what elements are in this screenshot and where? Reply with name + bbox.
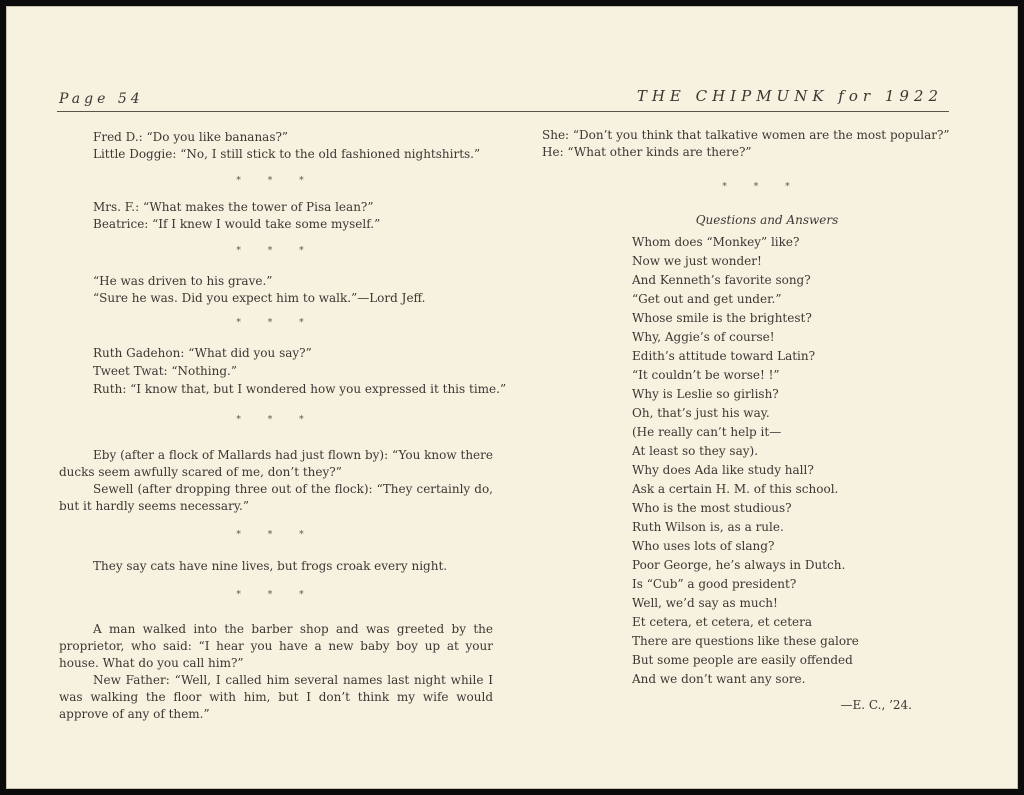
poem-line: Edith’s attitude toward Latin? <box>632 349 816 363</box>
joke-line: “Sure he was. Did you expect him to walk.”—Lord Jeff. <box>93 291 426 305</box>
section-separator: * * * <box>236 415 316 425</box>
section-separator: * * * <box>722 182 802 192</box>
poem-line: Whose smile is the brightest? <box>632 311 812 325</box>
section-separator: * * * <box>236 590 316 600</box>
joke-line: They say cats have nine lives, but frogs croak every night. <box>93 559 448 573</box>
joke-line: Fred D.: “Do you like bananas?” <box>93 130 289 144</box>
poem-line: Whom does “Monkey” like? <box>632 235 800 249</box>
poem-title: Questions and Answers <box>695 213 839 227</box>
poem-line: Well, we’d say as much! <box>632 596 778 610</box>
scanned-page <box>6 6 1018 789</box>
poem-signature: —E. C., ’24. <box>840 698 912 712</box>
poem-line: But some people are easily offended <box>632 653 853 667</box>
joke-line: She: “Don’t you think that talkative women are the most popular?” <box>542 128 950 142</box>
poem-line: Ask a certain H. M. of this school. <box>632 482 839 496</box>
joke-line: He: “What other kinds are there?” <box>542 145 752 159</box>
joke-line: Beatrice: “If I knew I would take some myself.” <box>93 217 381 231</box>
poem-line: Ruth Wilson is, as a rule. <box>632 520 784 534</box>
paragraph-text: Eby (after a flock of Mallards had just flown by): “You know there ducks seem awfully scared of me, don’t they?” <box>59 448 493 479</box>
poem-line: Who is the most studious? <box>632 501 792 515</box>
joke-line: Mrs. F.: “What makes the tower of Pisa lean?” <box>93 200 374 214</box>
poem-line: Is “Cub” a good president? <box>632 577 797 591</box>
poem-line: Oh, that’s just his way. <box>632 406 770 420</box>
joke-line: Ruth: “I know that, but I wondered how you expressed it this time.” <box>93 382 507 396</box>
paragraph-text: Sewell (after dropping three out of the flock): “They certainly do, but it hardly seems necessary.” <box>59 482 493 513</box>
joke-line: “He was driven to his grave.” <box>93 274 273 288</box>
poem-line: Who uses lots of slang? <box>632 539 775 553</box>
joke-paragraph <box>59 621 493 672</box>
poem-line: And Kenneth’s favorite song? <box>632 273 811 287</box>
joke-paragraph <box>59 447 493 481</box>
left-column <box>59 127 507 723</box>
page-content <box>7 7 1019 790</box>
joke-line: Ruth Gadehon: “What did you say?” <box>93 346 312 360</box>
publication-title: THE CHIPMUNK for 1922 <box>636 87 943 105</box>
poem <box>542 233 952 689</box>
header-rule <box>57 111 949 112</box>
joke-line: Little Doggie: “No, I still stick to the old fashioned nightshirts.” <box>93 147 481 161</box>
right-column <box>542 127 952 714</box>
poem-line: Why does Ada like study hall? <box>632 463 814 477</box>
page-number: Page 54 <box>59 91 144 107</box>
joke-line: Tweet Twat: “Nothing.” <box>93 364 237 378</box>
poem-line: “It couldn’t be worse! !” <box>632 368 780 382</box>
poem-line: “Get out and get under.” <box>632 292 782 306</box>
poem-line: And we don’t want any sore. <box>632 672 806 686</box>
joke-paragraph <box>59 481 493 515</box>
section-separator: * * * <box>236 318 316 328</box>
paragraph-text: New Father: “Well, I called him several names last night while I was walking the floor with him, but I don’t think my wife would approve of any of them.” <box>59 673 493 721</box>
section-separator: * * * <box>236 530 316 540</box>
poem-line: (He really can’t help it— <box>632 425 782 439</box>
poem-line: Et cetera, et cetera, et cetera <box>632 615 813 629</box>
paragraph-text: A man walked into the barber shop and was greeted by the proprietor, who said: “I hear you have a new baby boy up at your house. What do you call him?” <box>59 622 493 670</box>
poem-line: Why is Leslie so girlish? <box>632 387 779 401</box>
section-separator: * * * <box>236 246 316 256</box>
poem-line: There are questions like these galore <box>632 634 859 648</box>
poem-line: Why, Aggie’s of course! <box>632 330 775 344</box>
poem-line: Poor George, he’s always in Dutch. <box>632 558 846 572</box>
section-separator: * * * <box>236 176 316 186</box>
poem-line: Now we just wonder! <box>632 254 762 268</box>
joke-paragraph <box>59 672 493 723</box>
poem-line: At least so they say). <box>632 444 759 458</box>
